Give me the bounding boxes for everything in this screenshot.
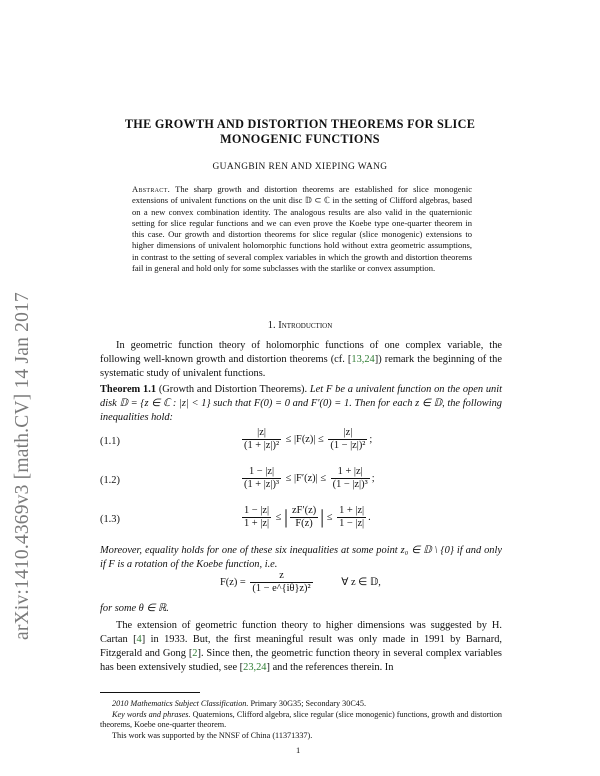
footnote-msc <box>100 699 502 710</box>
abstract-text: The sharp growth and distortion theorems are established for slice monogenic extensions of univalent functions on the unit disc 𝔻 ⊂ ℂ in the setting of Clifford algebras, based on a new convex combination identity. The analogous results are also valid in the quaternionic setting for slice regular functions and we can even prove the Koebe type one-quarter theorem in this case. Our growth and distortion theorems for slice regular (slice monogenic) extensions to higher dimensions of univalent holomorphic functions hold without extra geometric assumptions, in contrast to the setting of several complex variables in which the growth and distortion theorems fail in general and hold only for some subclasses with the starlike or convex assumption. <box>132 184 472 274</box>
numerator: |z| <box>328 427 367 440</box>
footnote-keywords-text: Quaternions, Clifford algebra, slice regular (slice monogenic) functions, growth and distortion theorems, Koebe one-quarter theorem. <box>100 709 503 730</box>
page-number: 1 <box>296 745 301 755</box>
fraction <box>331 466 370 491</box>
authors: GUANGBIN REN AND XIEPING WANG <box>212 162 388 172</box>
denominator: (1 − e^{iθ}z)² <box>252 583 311 594</box>
equation-content <box>240 466 500 491</box>
numerator: 1 − |z| <box>244 505 270 516</box>
denominator: (1 − |z|)² <box>330 440 366 451</box>
theorem-label: Theorem 1.1 <box>100 384 157 395</box>
denominator: (1 + |z|)³ <box>244 479 280 490</box>
arxiv-identifier: arXiv:1410.4369v3 [math.CV] 14 Jan 2017 <box>12 292 33 640</box>
theorem-1-1 <box>100 383 502 425</box>
inequality: ≤ |F(z)| ≤ <box>285 433 324 445</box>
equation-content <box>240 505 500 530</box>
equation-content <box>240 427 500 452</box>
leq-symbol: ≤ <box>326 511 333 523</box>
abs-bar: | <box>283 506 288 528</box>
equation-number: (1.1) <box>100 436 120 447</box>
theorem-statement: Let F be a univalent function on the open unit disk 𝔻 = {z ∈ ℂ : |z| < 1} such that F(0) = 0 and F′(0) = 1. Then for each z ∈ 𝔻, the following inequalities hold: <box>100 384 503 423</box>
inequality: ≤ |F′(z)| ≤ <box>285 472 327 484</box>
intro-text-a: In geometric function theory of holomorphic functions of one complex variable, the following well-known growth and distortion theorems (cf. [ <box>100 340 502 365</box>
intro-paragraph <box>100 339 502 381</box>
punctuation: ; <box>369 433 373 445</box>
koebe-domain: ∀ z ∈ 𝔻, <box>341 576 381 588</box>
punctuation: ; <box>371 472 375 484</box>
denominator: (1 − |z|)³ <box>332 479 368 490</box>
equation-1-1 <box>100 427 500 457</box>
equation-number: (1.2) <box>100 475 120 486</box>
para2-text-b: ] in 1933. But, the first meaningful result was only made in 1991 by Barnard, Fitzgerald and Gong [ <box>100 634 502 659</box>
citation-link[interactable]: 4 <box>136 634 142 645</box>
fraction <box>328 427 367 452</box>
theorem-name: (Growth and Distortion Theorems). <box>158 384 308 395</box>
paragraph-2 <box>100 619 502 675</box>
koebe-lhs: F(z) = <box>220 576 246 588</box>
for-some-theta: for some θ ∈ ℝ. <box>100 603 169 614</box>
paper-title <box>100 117 500 147</box>
section-heading <box>100 320 500 331</box>
section-number: 1. <box>267 320 276 331</box>
punctuation: . <box>368 511 371 523</box>
denominator: (1 + |z|)² <box>244 440 280 451</box>
abstract-label: Abstract. <box>132 184 171 194</box>
equation-1-3 <box>100 505 500 535</box>
leq-symbol: ≤ <box>275 511 282 523</box>
denominator: 1 − |z| <box>339 518 365 529</box>
fraction <box>242 427 281 452</box>
abs-bar: | <box>320 506 325 528</box>
intro-text-b: ]) remark the beginning of the systematic study of univalent functions. <box>100 354 502 379</box>
para2-text-c: ]. Since then, the geometric function theory in several complex variables has been extensively studied, see [ <box>100 648 502 673</box>
numerator: z <box>250 570 312 583</box>
footnote-msc-label: 2010 Mathematics Subject Classification. <box>112 699 249 708</box>
citation-link[interactable]: 23,24 <box>243 662 267 673</box>
footnote-msc-text: Primary 30G35; Secondary 30C45. <box>250 699 367 708</box>
equation-content <box>220 570 480 595</box>
title-line-1: THE GROWTH AND DISTORTION THEOREMS FOR SLICE <box>124 117 476 131</box>
footnotes <box>100 699 502 741</box>
denominator: F(z) <box>295 518 313 529</box>
numerator: 1 + |z| <box>339 505 365 516</box>
footnote-funding: This work was supported by the NNSF of China (11371337). <box>112 730 313 740</box>
fraction <box>242 466 281 491</box>
denominator: 1 + |z| <box>244 518 270 529</box>
fraction <box>290 505 318 530</box>
citation-link[interactable]: 2 <box>192 648 198 659</box>
numerator: 1 + |z| <box>331 466 370 479</box>
section-title: Introduction <box>278 320 333 331</box>
numerator: 1 − |z| <box>242 466 281 479</box>
equation-number: (1.3) <box>100 514 120 525</box>
koebe-equation <box>100 570 500 600</box>
para2-text-a: The extension of geometric function theory to higher dimensions was suggested by H. Cartan [ <box>100 620 502 645</box>
footnote-keywords-label: Key words and phrases. <box>112 709 191 719</box>
title-line-2: MONOGENIC FUNCTIONS <box>220 132 380 146</box>
citation-link[interactable]: 13,24 <box>351 354 375 365</box>
equation-1-2 <box>100 466 500 496</box>
footnote-rule <box>100 692 200 693</box>
fraction <box>337 505 366 530</box>
abstract <box>132 184 472 274</box>
footnote-keywords <box>100 710 502 731</box>
numerator: |z| <box>242 427 281 440</box>
moreover-statement: Moreover, equality holds for one of these six inequalities at some point z₀ ∈ 𝔻 \ {0} if and only if F is a rotation of the Koebe function, i.e. <box>100 545 502 570</box>
numerator: zF′(z) <box>291 505 317 516</box>
para2-text-d: ] and the references therein. In <box>266 662 394 673</box>
fraction <box>250 570 312 595</box>
fraction <box>242 505 271 530</box>
